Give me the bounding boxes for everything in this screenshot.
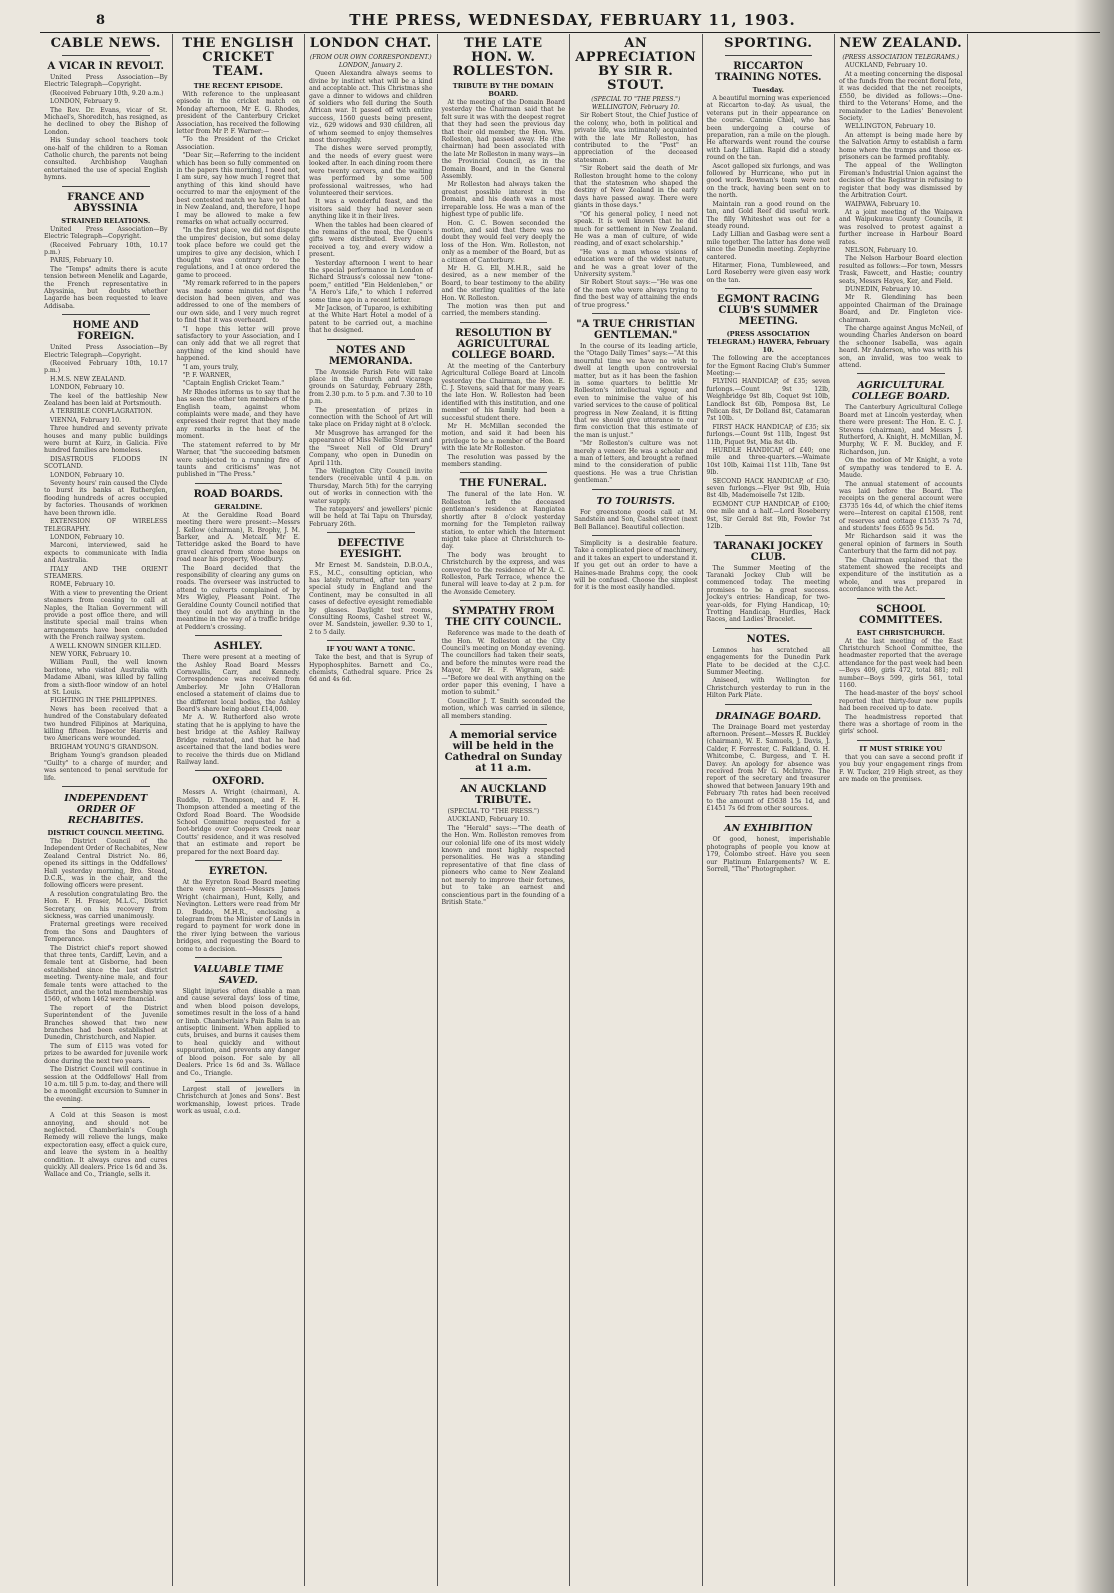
masthead xyxy=(40,8,1100,33)
article-title: SYMPATHY FROM THE CITY COUNCIL. xyxy=(445,606,562,629)
paragraph: LONDON, February 9. xyxy=(50,98,121,106)
paragraph: At the meeting of the Domain Board yesterday the Chairman said that he felt sure it was with the deepest regret that they had seen the previous day that their old member, the Hon. Wm. Rolleston, had passed away. He (the chairman) had been associated with the late Mr Rolleston in many ways—in the Provincial Council, as in the Domain Board, and in the General Assembly. xyxy=(441,99,565,181)
column-new-zealand xyxy=(835,34,968,1586)
paragraph: The headmistress reported that there was a shortage of room in the girls' school. xyxy=(839,713,963,736)
paragraph: "Dear Sir,—Referring to the incident which has been so fully commented on in the papers this morning, I need not, I am sure, say how much I regret that anything of this kind should have occurred to mar the enjoyment of the best contested match we have yet had in New Zealand, and, therefore, I hope I may be allowed to make a few remarks on what actually occurred. xyxy=(176,152,300,226)
byline: (SPECIAL TO "THE PRESS.") xyxy=(591,96,681,103)
paragraph: Yesterday afternoon I went to hear the special performance in London of Richard Strauss's colossal new "tone-poem," entitled "Ein Heldenleben," or "A Hero's Life," to which I referred some time ago in a recent letter. xyxy=(309,259,433,304)
paragraph: The Nelson Harbour Board election resulted as follows:—For town, Messrs Trask, Fawcett, and Hastie; country seats, Messrs Hayes, Ker, and Field. xyxy=(839,255,963,285)
divider xyxy=(460,724,548,725)
paragraph: (Received February 10th, 10.17 p.m.) xyxy=(44,241,168,256)
paragraph: United Press Association—By Electric Telegraph—Copyright. xyxy=(44,74,168,89)
paragraph: A resolution congratulating Bro. the Hon. F. H. Fraser, M.L.C., District Secretary, on his recovery from sickness, was carried unanimously. xyxy=(44,890,168,920)
paragraph: Reference was made to the death of the Hon. W. Rolleston at the City Council's meeting on Monday evening. The councillors had taken their seats, and before the minutes were read the Mayor, Mr H. F. Wigram, said:—"Before we deal with anything on the order paper this evening, I have a motion to submit." xyxy=(441,630,565,697)
page-number: 8 xyxy=(96,12,106,28)
paragraph: Lady Lillian and Gasbag were sent a mile together. The latter has done well since the Dunedin meeting. Zephyrine cantered. xyxy=(706,231,830,261)
footer-text: that you can save a second profit if you buy your engagement rings from F. W. Tucker, 219 High street, as they are made on the premises. xyxy=(839,753,963,784)
paragraph: An attempt is being made here by the Salvation Army to establish a farm home where the tramps and those ex-prisoners can be farmed profitably. xyxy=(839,131,963,162)
divider xyxy=(725,55,813,56)
paragraph: AUCKLAND, February 10. xyxy=(447,816,530,824)
paragraph: Marconi, interviewed, said he expects to communicate with India and Australia. xyxy=(44,542,168,565)
divider xyxy=(327,532,415,533)
paragraph: Sir Robert Stout says:—"He was one of the men who were always trying to find the best way of attaining the ends of true progress." xyxy=(574,279,698,309)
divider xyxy=(592,313,680,314)
paragraph: At the last meeting of the East Christchurch School Committee, the headmaster reported that the average attendance for the past week had been—Boys 409, girls 472, total 881; roll number—Boys 599, girls 561, total 1160. xyxy=(839,637,963,690)
article-title: RICCARTON TRAINING NOTES. xyxy=(715,61,822,83)
paragraph: LONDON, February 10. xyxy=(50,533,125,541)
paragraph: "In the first place, we did not dispute the umpires' decision, but some delay took place before we could get the umpires to give any decision, which I thought was contrary to the regulations, and I at once ordered the game to proceed. xyxy=(176,227,300,279)
paragraph: Aniseed, with Wellington for Christchurch yesterday to run in the Hilton Park Plate. xyxy=(706,677,830,700)
divider xyxy=(327,339,415,340)
paragraph: "I hope this letter will prove satisfactory to your Association, and I can only add that we all regret that anything of the kind should have happened. xyxy=(176,325,300,363)
article-title: HOME AND FOREIGN. xyxy=(72,320,139,343)
byline: (PRESS ASSOCIATION TELEGRAMS.) xyxy=(842,54,960,61)
article-title: NOTES AND MEMORANDA. xyxy=(328,344,413,367)
paragraph: Mr Jackson, of Tuparoo, is exhibiting at the White Hart Hotel a model of a patent to be carried out, a machine that he designed. xyxy=(309,305,433,335)
column-english-cricket xyxy=(173,34,306,1586)
notice-title: TO TOURISTS. xyxy=(596,495,675,507)
article-title: AGRICULTURAL COLLEGE BOARD. xyxy=(851,380,950,403)
paragraph: "Captain English Cricket Team." xyxy=(182,380,285,388)
advertisement: Largest stall of jewellers in Christchurch at Jones and Sons'. Best workmanship, lowest prices. Trade work as usual, c.o.d. xyxy=(176,1085,300,1116)
notice-text: Slight injuries often disable a man and cause several days' loss of time, and when blood poison develops, sometimes result in the loss of a hand or limb. Chamberlain's Pain Balm is an antiseptic liniment. When applied to cuts, bruises, and burns it causes them to heal quickly and without suppuration, and prevents any danger of blood poison. For sale by all Dealers. Price 1s 6d and 3s. Wallace and Co., Triangle. xyxy=(176,988,300,1077)
advert-title: AN EXHIBITION xyxy=(724,823,813,835)
paragraph: The Board decided that the responsibility of clearing any gums on roads. The overseer was instructed to attend to culverts complained of by Mrs Wigley, Pleasant Point. The Geraldine County Council notified that they could not do anything in the meantime in the way of a traffic bridge at Peddern's crossing. xyxy=(176,564,300,631)
article-title: ROAD BOARDS. xyxy=(193,488,283,500)
divider xyxy=(62,786,150,787)
paragraph: United Press Association—By Electric Telegraph—Copyright. xyxy=(44,344,168,359)
advertisement: Of good, honest, imperishable photographs of people you know at 179, Colombo street. Have you seen our Platinum Enlargements? W. E. Sorrell, "The" Photographer. xyxy=(706,836,830,874)
divider xyxy=(327,640,415,641)
paragraph: The "Temps" admits there is acute tension between Menelik and Lagarde, the French representative in Abyssinia, but doubts whether Lagarde has been requested to leave Addisaba. xyxy=(44,265,168,310)
paragraph: NELSON, February 10. xyxy=(845,246,918,254)
divider xyxy=(195,483,283,484)
paragraph: News has been received that a hundred of the Constabulary defeated two hundred Filipinos at Mariquina, killing fifteen. Inspector Harris and two Americans were wounded. xyxy=(44,705,168,743)
paragraph: HURDLE HANDICAP, of £40; one mile and three-quarters.—Waimate 10st 10lb, Kaimai 11st 11lb, Tane 9st 9lb. xyxy=(706,447,830,477)
paragraph: The dishes were served promptly, and the needs of every guest were looked after. In each dining room there were twenty carvers, and the waiting was performed by some 500 professional waitresses, who had volunteered their services. xyxy=(309,145,433,197)
paragraph: "I am, yours truly, xyxy=(182,363,239,371)
divider xyxy=(460,322,548,323)
paragraph: ITALY AND THE ORIENT STEAMERS. xyxy=(44,565,168,580)
paragraph: The Summer Meeting of the Taranaki Jockey Club will be commenced today. The meeting promises to be a great success. Jockey's entries: Handicap, for two-year-olds, for Flying Handicap, 10; Trotting Handicap, Hurdles, Hack Races, and Ladies' Bracelet. xyxy=(706,564,830,624)
column-heading: THE ENGLISH CRICKET TEAM. xyxy=(182,36,295,79)
column-london-chat xyxy=(305,34,438,1586)
article-subheading: STRAINED RELATIONS. xyxy=(61,216,151,225)
divider xyxy=(195,770,283,771)
article-subheading: EAST CHRISTCHURCH. xyxy=(856,628,945,637)
footer-title: IF YOU WANT A TONIC. xyxy=(326,645,415,654)
paragraph: NEW YORK, February 10. xyxy=(50,651,132,658)
paragraph: Mr R. Glendining has been appointed Chairman of the Drainage Board, and Dr. Fingleton vice-chairman. xyxy=(839,294,963,324)
divider xyxy=(62,186,150,187)
subheading: TRIBUTE BY THE DOMAIN BOARD. xyxy=(452,82,554,98)
paragraph: Hon. C. C. Bowen seconded the motion, and said that there was no doubt they would feel very deeply the loss of the Hon. Wm. Rolleston, not only as a member of the Board, but as a citizen of Canterbury. xyxy=(441,219,565,264)
paragraph: "To the President of the Cricket Association. xyxy=(176,136,300,151)
divider xyxy=(857,740,945,741)
paragraph: Mr Richardson said it was the general opinion of farmers in South Canterbury that the farm did not pay. xyxy=(839,533,963,556)
paragraph: "Of his general policy, I need not speak. It is well known that he did much for settlement in New Zealand. He was a man of culture, of wide reading, and of exact scholarship." xyxy=(574,210,698,248)
divider xyxy=(195,1081,283,1082)
column-heading: NEW ZEALAND. xyxy=(839,36,963,51)
paragraph: The ratepayers' and jewellers' picnic will be held at Tai Tapu on Thursday, February 26th. xyxy=(309,505,433,528)
divider xyxy=(592,489,680,490)
divider xyxy=(725,288,813,289)
divider xyxy=(460,600,548,601)
paragraph: The Chairman explained that the statement showed the receipts and expenditure of the institution as a whole, and was prepared in accordance with the Act. xyxy=(839,556,963,594)
paragraph: It was a wonderful feast, and the visitors said they had never seen anything like it in their lives. xyxy=(309,198,433,221)
paragraph: Three hundred and seventy private houses and many public buildings were burnt at Kurz, in Galicia. Five hundred families are homeless. xyxy=(44,425,168,455)
paragraph: AUCKLAND, February 10. xyxy=(845,62,928,70)
column-heading: SPORTING. xyxy=(724,36,813,51)
column-appreciation xyxy=(570,34,703,1586)
advertisement: Simplicity is a desirable feature. Take a complicated piece of machinery, and it takes an expert to understand it. If you get out an order to have a Haines-made Brahms copy, the cook will be confused. Choose the simplest for it is the most easily handled. xyxy=(574,539,698,592)
paragraph: The body was brought to Christchurch by the express, and was conveyed to the residence of Mr A. C. Rolleston, Park Terrace, whence the funeral will leave to-day at 2 p.m. for the Avonside Cemetery. xyxy=(441,551,565,596)
paragraph: On the motion of Mr Knight, a vote of sympathy was tendered to E. A. Maude. xyxy=(839,457,963,480)
paragraph: DUNEDIN, February 10. xyxy=(845,285,922,293)
paragraph: Mr Ernest M. Sandstein, D.B.O.A., F.S., M.C., consulting optician, who has lately returned, after ten years' special study in England and the Continent, may be consulted in all cases of defective eyesight remediable by glasses. Daylight test rooms, Consulting Rooms, Cashel street W., over M. Sandstein, jeweller. 9.30 to 1, 2 to 5 daily. xyxy=(309,562,433,636)
byline: (FROM OUR OWN CORRESPONDENT.) xyxy=(309,54,432,61)
paragraph: "P. F. WARNER, xyxy=(182,372,232,380)
article-subheading: Tuesday. xyxy=(752,86,784,94)
paragraph: VIENNA, February 10. xyxy=(50,416,122,424)
paragraph: FLYING HANDICAP, of £35; seven furlongs.—Count 9st 12lb, Weighbridge 9st 8lb, Coquet 9st 10lb, Landlock 8st 6lb, Pomposa 8st, Le Pelican 8st, Dr Dolland 8st, Catamaran 7st 10lb. xyxy=(706,378,830,423)
paragraph: The following are the acceptances for the Egmont Racing Club's Summer Meeting:— xyxy=(706,355,830,377)
footer-title: IT MUST STRIKE YOU xyxy=(859,744,943,753)
column-heading: LONDON CHAT. xyxy=(309,36,432,51)
paragraph: His Sunday school teachers took one-half of the children to a Roman Catholic church, the parents not being consulted. Archbishop Vaughan entertained the use of special English hymns. xyxy=(44,137,168,182)
paragraph: SECOND HACK HANDICAP, of £30; seven furlongs.—Flyer 9st 9lb, Huia 8st 4lb, Mademoiselle 7st 12lb. xyxy=(706,477,830,500)
divider xyxy=(62,1107,150,1108)
paragraph: The presentation of prizes in connection with the School of Art will take place on Friday night at 8 o'clock. xyxy=(309,406,433,429)
article-title: DEFECTIVE EYESIGHT. xyxy=(337,538,404,561)
paragraph: "Sir Robert said the death of Mr Rolleston brought home to the colony that the statesmen who shaped the destiny of New Zealand in the early days have passed away. There were giants in those days." xyxy=(574,165,698,210)
divider xyxy=(195,860,283,861)
paragraph: H.M.S. NEW ZEALAND. xyxy=(50,375,126,383)
columns xyxy=(40,34,1100,1586)
divider xyxy=(857,598,945,599)
paragraph: The District Council will continue in session at the Oddfellows' Hall from 10 a.m. till 5 p.m. to-day, and there will be a moonlight excursion to Sumner in the evening. xyxy=(44,1066,168,1103)
masthead-title: THE PRESS, WEDNESDAY, FEBRUARY 11, 1903. xyxy=(349,11,796,29)
column-heading: THE LATE HON. W. ROLLESTON. xyxy=(452,36,554,79)
paragraph: The sum of £115 was voted for prizes to be awarded for juvenile work done during the next two years. xyxy=(44,1042,168,1065)
article-title: A memorial service will be held in the Cathedral on Sunday at 11 a.m. xyxy=(444,730,562,775)
paragraph: DISASTROUS FLOODS IN SCOTLAND. xyxy=(44,455,168,471)
paragraph: "He was a man whose visions of education were of the widest nature, and he was a great lover of the University system." xyxy=(574,248,698,278)
article-title: THE FUNERAL. xyxy=(459,478,547,490)
paragraph: "Mr Rolleston's culture was not merely a veneer. He was a scholar and a man of letters, and brought a refined mind to the consideration of public questions. He was a true Christian gentleman." xyxy=(574,440,698,485)
article-title: TARANAKI JOCKEY CLUB. xyxy=(713,540,823,563)
paragraph: At the meeting of the Canterbury Agricultural College Board at Lincoln yesterday the Chairman, the Hon. E. C. J. Stevens, said that for many years the late Hon. W. Rolleston had been identified with this institution, and one member of his family had been a successful student there. xyxy=(441,362,565,422)
paragraph: The keel of the battleship New Zealand has been laid at Portsmouth. xyxy=(44,392,168,407)
paragraph: A beautiful morning was experienced at Riccarton to-day. As usual, the veterans put in their appearance on the course. Cannie Chiel, who has been undergoing a course of preparation, ran a mile on the plough. He afterwards went round the course with Lady Lillian. Rapid did a steady round on the tan. xyxy=(706,95,830,162)
paragraph: Mr A. W. Rutherford also wrote stating that he is applying to have the best bridge at the Ashley Railway Bridge reinstated, and that he had ascertained that the land bodies were to receive the thirds due on Midland Railway land. xyxy=(176,714,300,766)
paragraph: The statement referred to by Mr Warner, that "the succeeding batsmen were subjected to a running fire of taunts and criticisms" was not published in "The Press." xyxy=(176,441,300,479)
article-title: INDEPENDENT ORDER OF RECHABITES. xyxy=(64,792,148,826)
paragraph: The annual statement of accounts was laid before the Board. The receipts on the general account were £3735 16s 4d, of which the chief items were—Interest on capital £1508, rent of reserves and cottage £1535 7s 7d, and students' fees £655 9s 5d. xyxy=(839,480,963,532)
article-title: OXFORD. xyxy=(212,776,265,788)
paragraph: The Avonside Parish Fete will take place in the church and vicarage grounds on Saturday, February 28th, from 2.30 p.m. to 5 p.m. and 7.30 to 10 p.m. xyxy=(309,368,433,406)
paragraph: Mr H. G. Ell, M.H.R., said he desired, as a new member of the Board, to bear testimony to the ability and the sterling qualities of the late Hon. W. Rolleston. xyxy=(441,264,565,302)
paragraph: William Paull, the well known baritone, who visited Australia with Madame Albani, was killed by falling from a sixth-floor window of an hotel at St. Louis. xyxy=(44,659,168,697)
paragraph: ROME, February 10. xyxy=(50,581,115,589)
paragraph: (SPECIAL TO "THE PRESS.") xyxy=(447,808,540,816)
divider xyxy=(195,635,283,636)
paragraph: The resolution was passed by the members standing. xyxy=(441,453,565,469)
dateline: WELLINGTON, February 10. xyxy=(591,104,680,112)
paragraph: The Rev. Dr. Evans, vicar of St. Michael's, Shoreditch, has resigned, as he declined to obey the Bishop of London. xyxy=(44,106,168,136)
article-title: EGMONT RACING CLUB'S SUMMER MEETING. xyxy=(717,294,820,328)
paragraph: WELLINGTON, February 10. xyxy=(845,123,936,131)
paragraph: FIGHTING IN THE PHILIPPINES. xyxy=(50,697,158,705)
paragraph: LONDON, February 10. xyxy=(50,384,125,392)
article-title: AN AUCKLAND TRIBUTE. xyxy=(460,784,547,807)
paragraph: The Canterbury Agricultural College Board met at Lincoln yesterday, when there were present: The Hon. E. C. J. Stevens (chairman), and Messrs J. Rutherford, A. Knight, H. McMillan, M. Murphy, W. F. M. Buckley, and F. Richardson, jun. xyxy=(839,404,963,456)
paragraph: A TERRIBLE CONFLAGRATION. xyxy=(50,408,153,416)
divider xyxy=(460,778,548,779)
notice-text: For greenstone goods call at M. Sandstein and Son, Cashel street (next Bell Ballance). Beautiful collection. xyxy=(574,508,698,531)
dateline: LONDON, January 2. xyxy=(338,62,403,70)
paragraph: Mr Musgrove has arranged for the appearance of Miss Nellie Stewart and the "Sweet Nell of Old Drury" Company, who open in Dunedin on April 11th. xyxy=(309,429,433,467)
article-subheading: (PRESS ASSOCIATION TELEGRAM.) HAWERA, February 10. xyxy=(707,330,830,355)
article-title: ASHLEY. xyxy=(214,641,263,653)
paragraph: EXTENSION OF WIRELESS TELEGRAPHY. xyxy=(44,518,168,533)
column-cable-news xyxy=(40,34,173,1586)
paragraph: Mr Rolleston had always taken the greatest possible interest in the Domain, and his death was a most irreparable loss. He was a man of the highest type of public life. xyxy=(441,181,565,219)
article-title: NOTES. xyxy=(746,633,790,645)
paragraph: There were present at a meeting of the Ashley Road Board Messrs Cornwallis, Carr, and Kennedy. Correspondence was received from Amberley. Mr John O'Halloran enclosed a statement of claims due to the different local bodies, the Ashley Board's share being about £14,000. xyxy=(176,654,300,714)
column-heading: AN APPRECIATION BY SIR R. STOUT. xyxy=(575,36,697,93)
paragraph: PARIS, February 10. xyxy=(50,257,114,265)
article-subheading: GERALDINE. xyxy=(214,502,263,511)
paragraph: The funeral of the late Hon. W. Rolleston left the deceased gentleman's residence at Rangiatea shortly after 8 o'clock yesterday morning for the Templeton railway station, to enter which the Interment might take place at Christchurch to-day. xyxy=(441,491,565,551)
divider xyxy=(725,704,813,705)
paragraph: Mr Rhodes informs us to say that he has seen the other ten members of the English team, against whom complaints were made, and they have expressed their regret that they made any remarks in the heat of the moment. xyxy=(176,388,300,441)
divider xyxy=(62,55,150,56)
paragraph: Maintain ran a good round on the tan, and Gold Reef did useful work. The filly Whiteshot was out for a steady round. xyxy=(706,200,830,230)
footer-text: Take the best, and that is Syrup of Hypophosphites. Barnett and Co., chemists, Cathedral square. Price 2s 6d and 4s 6d. xyxy=(309,654,433,684)
paragraph: Hitarmer, Fiona, Tumbleweed, and Lord Roseberry were given easy work on the tan. xyxy=(706,261,830,284)
subheading: THE RECENT EPISODE. xyxy=(193,82,283,90)
paragraph: Ascot galloped six furlongs, and was followed by Hurricane, who put in good work. Bowman's team were not on the track, having been sent on to the north. xyxy=(706,162,830,200)
paragraph: Fraternal greetings were received from the Sons and Daughters of Temperance. xyxy=(44,921,168,944)
paragraph: At the Geraldine Road Board meeting there were present:—Messrs J. Kellow (chairman), R. Brophy, J. M. Barker, and A. Metcalf. Mr E. Tetteridge asked the Board to have gravel cleared from stone heaps on road near his property, Woodbury. xyxy=(176,511,300,564)
column-sporting xyxy=(703,34,836,1586)
paragraph: "My remark referred to in the papers was made some minutes after the decision had been given, and was addressed to one of the members of our own side, and I very much regret to find that it was overheard. xyxy=(176,280,300,325)
paragraph: The appeal of the Wellington Fireman's Industrial Union against the decision of the Registrar in refusing to register that body was dismissed by the Arbitration Court. xyxy=(839,162,963,200)
paragraph: Sir Robert Stout, the Chief Justice of the colony, who, both in political and private life, was intimately acquainted with the late Mr Rolleston, has contributed to the "Post" an appreciation of the deceased statesman. xyxy=(574,112,698,164)
divider xyxy=(460,472,548,473)
divider xyxy=(592,535,680,536)
paragraph: The report of the District Superintendent of the Juvenile Branches showed that two new branches had been established at Dunedin, Christchurch, and Napier. xyxy=(44,1004,168,1042)
paragraph: The motion was then put and carried, the members standing. xyxy=(441,302,565,318)
article-title: SCHOOL COMMITTEES. xyxy=(858,603,943,626)
column-heading: CABLE NEWS. xyxy=(50,36,161,51)
paragraph: Brigham Young's grandson pleaded "Guilty" to a charge of murder, and was sentenced to penal servitude for life. xyxy=(44,752,168,782)
paragraph: Queen Alexandra always seems to divine by instinct what will be a kind and acceptable act. This Christmas she gave a dinner to widows and children of soldiers who fell during the South African war. It passed off with entire success, 1560 guests being present, viz., 629 widows and 930 children, all of whom seemed to enjoy themselves most thoroughly. xyxy=(309,70,433,145)
paragraph: At a joint meeting of the Waipawa and Waipukurau County Councils, it was resolved to protest against a further increase in Harbour Board rates. xyxy=(839,208,963,246)
divider xyxy=(857,373,945,374)
notice-text: The Drainage Board met yesterday afternoon. Present—Messrs R. Buckley (chairman), W. E. Samuels, J. Davis, J. Calder, F. Forrester, C. Falkland, O. H. Whitcombe, C. Burgess, and T. H. Davey. An apology for absence was received from Mr G. McIntyre. The report of the secretary and treasurer showed that between January 19th and February 7th rates had been received to the amount of £5638 15s 1d, and £1451 7s 6d from other sources. xyxy=(706,723,830,813)
paragraph: Lemnos has scratched all engagements for the Dunedin Park Plate to be decided at the C.J.C. Summer Meeting. xyxy=(706,646,830,676)
divider xyxy=(725,535,813,536)
paragraph: With reference to the unpleasant episode in the cricket match on Monday afternoon, Mr E. G. Rhodes, president of the Canterbury Cricket Association, has received the following letter from Mr P. F. Warner:— xyxy=(176,91,300,136)
advertisement: A Cold at this Season is most annoying, and should not be neglected. Chamberlain's Cough Remedy will relieve the lungs, make expectoration easy, effect a quick cure, and leave the system in a healthy condition. It always cures and cures quickly. All dealers. Price 1s 6d and 3s. Wallace and Co., Triangle, sells it. xyxy=(44,1112,168,1179)
paragraph: FIRST HACK HANDICAP, of £35; six furlongs.—Count 9st 11lb, Ingest 9st 11lb, Piquet 9st, Mia 8st 4lb. xyxy=(706,423,830,446)
divider xyxy=(195,957,283,958)
paragraph: At a meeting concerning the disposal of the funds from the recent floral fete, it was decided that the net receipts, £550, be divided as follows:—One-third to the Veterans' Home, and the remainder to the Ladies' Benevolent Society. xyxy=(839,70,963,123)
article-title: A VICAR IN REVOLT. xyxy=(47,61,165,72)
divider xyxy=(725,816,813,817)
paragraph: (Received February 10th, 10.17 p.m.) xyxy=(44,359,168,375)
paragraph: The charge against Angus McNeil, of wounding Charles Anderson on board the schooner Isabella, was again heard. Mr Anderson, who was with his son, an invalid, was too weak to attend. xyxy=(839,325,963,370)
paragraph: United Press Association—By Electric Telegraph—Copyright. xyxy=(44,225,168,241)
paragraph: WAIPAWA, February 10. xyxy=(845,200,921,208)
article-title: RESOLUTION BY AGRICULTURAL COLLEGE BOARD. xyxy=(451,327,555,361)
paragraph: The Wellington City Council invite tenders (receivable until 4 p.m. on Thursday, March 5th) for the carrying out of works in connection with the water supply. xyxy=(309,467,433,505)
paragraph: In the course of its leading article, the "Otago Daily Times" says:—"At this mournful time we have no wish to dwell at length upon controversial matter, but as it has been the fashion in some quarters to belittle Mr Rolleston's intellectual vigour, and even to minimise the value of his varied services to the cause of political progress in New Zealand, it is fitting that we should give utterance to our firm conviction that this estimate of the man is unjust." xyxy=(574,342,698,439)
article-subheading: DISTRICT COUNCIL MEETING. xyxy=(47,828,165,837)
paragraph: The District chief's report showed that three tents, Cardiff, Levin, and a female tent at Gisborne, had been established since the last district meeting. Twenty-nine male, and four female tents were attached to the district, and the total membership was 1560, of whom 1462 were financial. xyxy=(44,944,168,1004)
paragraph: (Received February 10th, 9.20 a.m.) xyxy=(50,89,164,97)
paragraph: BRIGHAM YOUNG'S GRANDSON. xyxy=(50,743,159,751)
divider xyxy=(725,628,813,629)
notice-title: DRAINAGE BOARD. xyxy=(715,710,822,722)
paragraph: The head-master of the boys' school reported that thirty-four new pupils had been received up to date. xyxy=(839,690,963,713)
column-rolleston xyxy=(438,34,571,1586)
notice-title: VALUABLE TIME SAVED. xyxy=(193,964,284,987)
paragraph: EGMONT CUP HANDICAP, of £100; one mile and a half.—Lord Roseberry 9st, Sir Gerald 8st 9lb, Fowler 7st 12lb. xyxy=(706,500,830,531)
paragraph: LONDON, February 10. xyxy=(50,471,125,479)
article-title: "A TRUE CHRISTIAN GENTLEMAN." xyxy=(576,318,696,341)
paragraph: The District Council of the Independent Order of Rechabites, New Zealand Central District No. 86, opened its sittings in the Oddfellows' Hall yesterday morning, Bro. Stead, D.C.R., was in the chair, and the following officers were present. xyxy=(44,837,168,890)
paragraph: Seventy hours' rain caused the Clyde to burst its banks at Rutherglen, flooding hundreds of acres occupied by factories. Thousands of workmen have been thrown idle. xyxy=(44,480,168,517)
paragraph: The "Herald" says:—"The death of the Hon. Wm. Rolleston removes from our colonial life one of its most widely known and most highly respected personalities. He was a standing representative of that fine class of pioneers who came to New Zealand not merely to improve their fortunes, but to take an earnest and conscientious part in the founding of a British State." xyxy=(441,824,565,906)
paragraph: At the Eyreton Road Board meeting there were present—Messrs James Wright (chairman), Hunt, Kelly, and Nevington. Letters were read from Mr D. Buddo, M.H.R., enclosing a telegram from the Minister of Lands in regard to payment for work done in the river lying between the various bridges, and requesting the Board to come to a decision. xyxy=(176,878,300,953)
paragraph: Mr H. McMillan seconded the motion, and said it had been his privilege to be a member of the Board with the late Mr Rolleston. xyxy=(441,423,565,453)
paragraph: A WELL KNOWN SINGER KILLED. xyxy=(50,642,162,650)
article-title: FRANCE AND ABYSSINIA xyxy=(67,191,145,214)
paragraph: Messrs A. Wright (chairman), A. Ruddle, D. Thompson, and F. H. Thompson attended a meeting of the Oxford Road Board. The Woodside School Committee requested for a foot-bridge over Coopers Creek near Coutts' residence, and it was resolved that an estimate and report be prepared for the next Board day. xyxy=(176,789,300,856)
paragraph: Councillor J. T. Smith seconded the motion, which was carried in silence, all members standing. xyxy=(441,697,565,720)
paragraph: When the tables had been cleared of the remains of the meal, the Queen's gifts were distributed. Every child received a toy, and every widow a present. xyxy=(309,221,433,259)
divider xyxy=(62,314,150,315)
paragraph: With a view to preventing the Orient steamers from ceasing to call at Naples, the Italian Government will provide a post office there, and will institute special mail trains when arrangements have been concluded with the French railway system. xyxy=(44,589,168,642)
article-title: EYRETON. xyxy=(208,865,268,877)
